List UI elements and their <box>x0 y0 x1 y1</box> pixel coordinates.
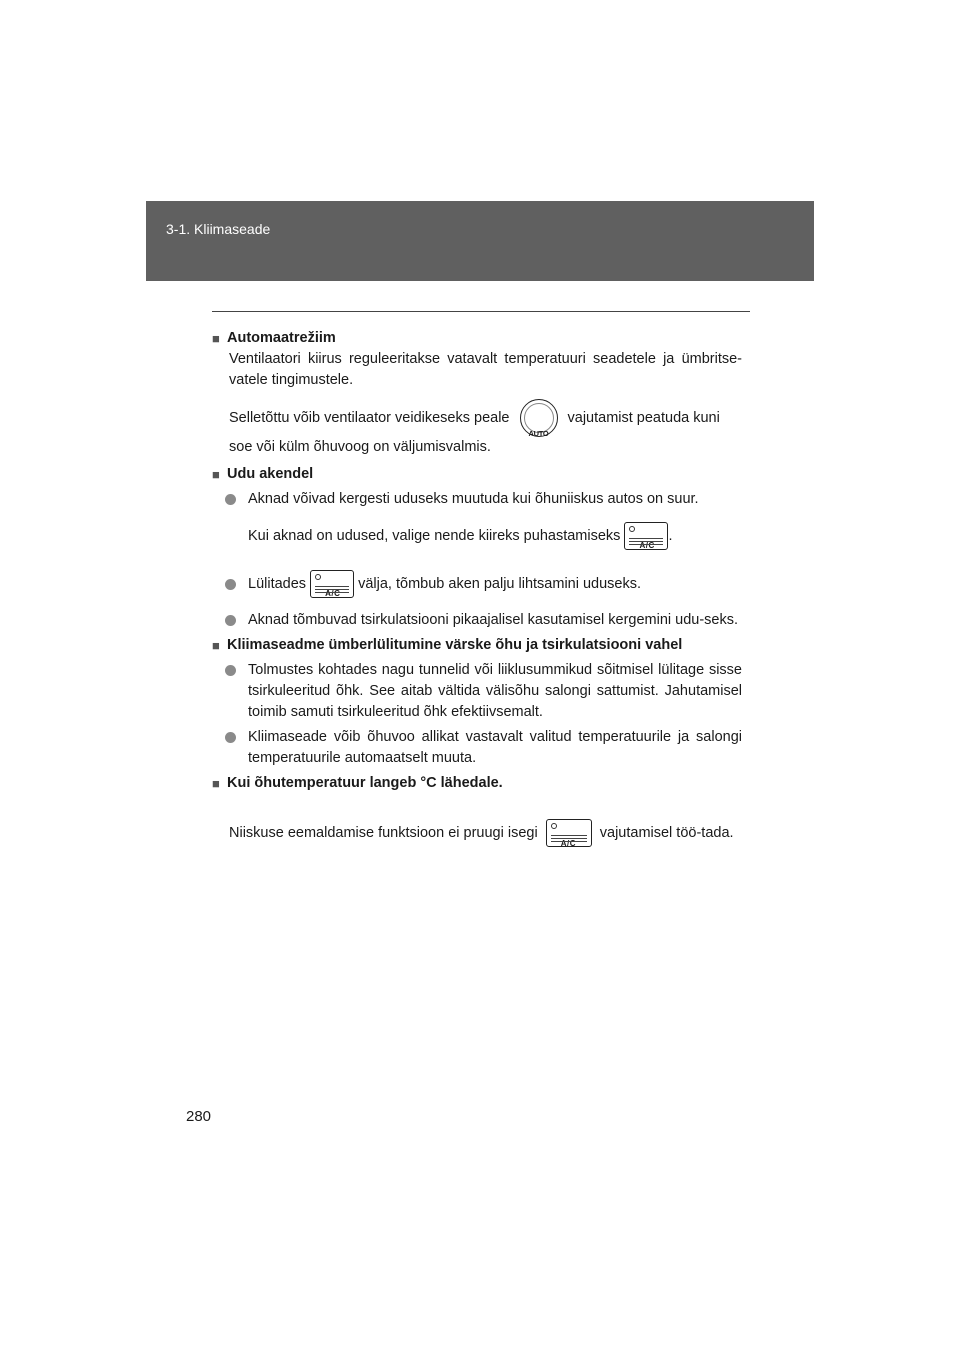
paragraph: Ventilaatori kiirus reguleeritakse vatavalt temperatuuri seadetele ja ümbritse-vatele tingimustele. <box>229 351 742 388</box>
bullet-item: Lülitades A/C välja, tõmbub aken palju lihtsamini uduseks. <box>212 562 742 606</box>
bullet-item: Aknad võivad kergesti uduseks muutuda kui õhuniiskus autos on suur. <box>212 489 742 510</box>
section-heading: ■ Udu akendel <box>212 464 742 485</box>
square-bullet-icon: ■ <box>212 331 220 346</box>
square-bullet-icon: ■ <box>212 638 220 653</box>
section-heading: ■ Kui õhutemperatuur langeb °C lähedale. <box>212 773 742 794</box>
circle-bullet-icon <box>225 732 236 743</box>
circle-bullet-icon <box>225 579 236 590</box>
paragraph: soe või külm õhuvoog on väljumisvalmis. <box>229 439 491 455</box>
circle-bullet-icon <box>225 494 236 505</box>
square-bullet-icon: ■ <box>212 776 220 791</box>
bullet-item: Kliimaseade võib õhuvoo allikat vastavalt valitud temperatuurile ja salongi temperatuurile automaatselt muuta. <box>212 727 742 769</box>
circle-bullet-icon <box>225 665 236 676</box>
auto-button-icon: AUTO <box>520 399 558 437</box>
page-content <box>212 328 742 856</box>
section-heading: ■ Automaatrežiim <box>212 328 742 349</box>
square-bullet-icon: ■ <box>212 467 220 482</box>
page-number: 280 <box>186 1108 212 1125</box>
paragraph: Selletõttu võib ventilaator veidikeseks peale AUTO vajutamist peatuda kuni <box>212 395 742 441</box>
paragraph: Niiskuse eemaldamise funktsioon ei pruugi isegi A/C vajutamisel töö-tada. <box>212 810 742 856</box>
ac-button-icon: A/C <box>310 570 354 598</box>
section-header-bar <box>146 201 814 281</box>
section-heading: ■ Kliimaseadme ümberlülitumine värske õhu ja tsirkulatsiooni vahel <box>212 635 742 656</box>
bullet-continuation: Kui aknad on udused, valige nende kiireks puhastamiseks A/C . <box>212 514 742 558</box>
circle-bullet-icon <box>225 615 236 626</box>
ac-button-icon: A/C <box>546 819 592 847</box>
ac-button-icon: A/C <box>624 522 668 550</box>
section-title: 3-1. Kliimaseade <box>166 221 271 237</box>
divider <box>212 311 750 312</box>
bullet-item: Aknad tõmbuvad tsirkulatsiooni pikaajalisel kasutamisel kergemini udu-seks. <box>212 610 742 631</box>
bullet-item: Tolmustes kohtades nagu tunnelid või liiklusummikud sõitmisel lülitage sisse tsirkuleeritud õhk. See aitab vältida välisõhu salongi sattumist. Jahutamisel toimib samuti tsirkuleeritud õhk efektiivsemalt. <box>212 660 742 723</box>
